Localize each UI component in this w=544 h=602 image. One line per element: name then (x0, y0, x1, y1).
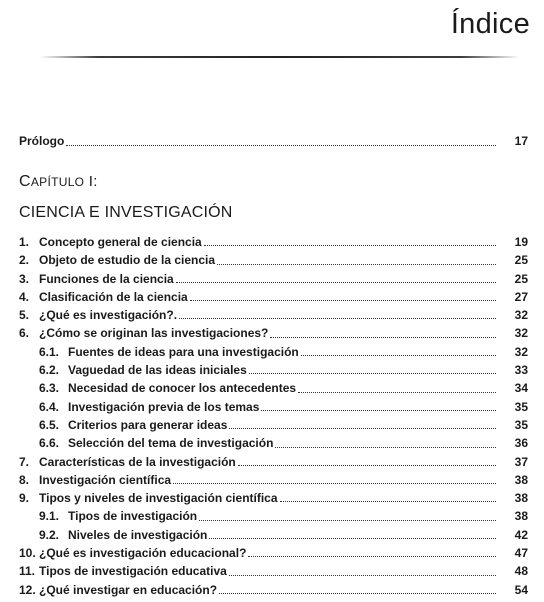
toc-entry-number: 9.2. (39, 527, 60, 542)
leader-dots (249, 372, 496, 374)
toc-entry[interactable] (19, 251, 528, 269)
leader-dots (217, 263, 496, 265)
leader-dots (248, 555, 496, 557)
leader-dots (190, 299, 496, 301)
leader-dots (270, 336, 496, 338)
toc-subentry[interactable] (19, 343, 528, 361)
toc-entry-number: 6.5. (39, 417, 60, 432)
toc-entry-page: 17 (514, 134, 528, 148)
leader-dots (229, 427, 496, 429)
toc-subentry[interactable] (19, 507, 528, 525)
toc-entry-label: Selección del tema de investigación (68, 436, 274, 451)
leader-dots (219, 592, 496, 594)
toc-entry[interactable] (19, 489, 528, 507)
toc-entry-label: Características de la investigación (39, 454, 236, 469)
toc-subentry[interactable] (19, 526, 528, 544)
leader-dots (229, 574, 496, 576)
leader-dots (275, 446, 496, 448)
leader-dots (209, 537, 496, 539)
title-divider (40, 56, 519, 58)
table-of-contents (19, 233, 528, 599)
toc-entry-page: 37 (514, 454, 528, 469)
toc-entry-number: 6.4. (39, 399, 60, 414)
toc-entry-page: 32 (514, 326, 528, 341)
toc-entry-number: 10. (19, 546, 36, 561)
toc-entry-label: Fuentes de ideas para una investigación (68, 344, 299, 359)
toc-entry-number: 2. (19, 253, 30, 268)
toc-entry-page: 34 (514, 381, 528, 396)
toc-entry-page: 33 (514, 363, 528, 378)
toc-entry-label: Tipos de investigación (68, 509, 198, 524)
chapter-title: CIENCIA E INVESTIGACIÓN (19, 204, 233, 221)
toc-entry-page: 42 (514, 527, 528, 542)
toc-entry-page: 38 (514, 509, 528, 524)
toc-entry-label: Investigación científica (39, 472, 172, 487)
leader-dots (238, 464, 496, 466)
toc-entry[interactable] (19, 581, 528, 599)
toc-entry-label: Funciones de la ciencia (39, 271, 174, 286)
toc-entry-page: 32 (514, 308, 528, 323)
toc-entry-page: 38 (514, 472, 528, 487)
toc-entry-number: 8. (19, 472, 30, 487)
toc-entry[interactable] (19, 544, 528, 562)
toc-entry-label: ¿Cómo se originan las investigaciones? (39, 326, 269, 341)
toc-entry-label: Prólogo (19, 134, 65, 148)
toc-entry-number: 11. (19, 564, 36, 579)
chapter-label (19, 173, 98, 191)
leader-dots (199, 519, 496, 521)
toc-entry[interactable] (19, 306, 528, 324)
toc-entry-page: 27 (514, 289, 528, 304)
toc-entry-number: 7. (19, 454, 30, 469)
toc-entry-prologo[interactable] (19, 134, 528, 151)
toc-entry-page: 35 (514, 417, 528, 432)
toc-entry-page: 25 (514, 271, 528, 286)
toc-entry[interactable] (19, 562, 528, 580)
toc-entry-number: 6.3. (39, 381, 60, 396)
toc-entry-page: 48 (514, 564, 528, 579)
toc-entry-label: Investigación previa de los temas (68, 399, 260, 414)
toc-entry-label: Vaguedad de las ideas iniciales (68, 363, 247, 378)
chapter-label-number: I: (84, 173, 98, 190)
toc-entry[interactable] (19, 288, 528, 306)
toc-entry-label: ¿Qué investigar en educación? (39, 582, 218, 597)
leader-dots (179, 317, 496, 319)
leader-dots (301, 354, 496, 356)
toc-entry-label: Clasificación de la ciencia (39, 289, 188, 304)
toc-entry-page: 35 (514, 399, 528, 414)
leader-dots (66, 144, 496, 146)
toc-entry-label: ¿Qué es investigación educacional? (39, 546, 247, 561)
toc-entry-label: Tipos de investigación educativa (39, 564, 227, 579)
toc-entry-page: 47 (514, 546, 528, 561)
toc-entry-page: 36 (514, 436, 528, 451)
toc-entry-label: Objeto de estudio de la ciencia (39, 253, 216, 268)
page-title: Índice (450, 8, 530, 40)
toc-subentry[interactable] (19, 361, 528, 379)
toc-entry-number: 9.1. (39, 509, 60, 524)
toc-entry-label: Concepto general de ciencia (39, 235, 202, 249)
toc-entry-page: 54 (514, 582, 528, 597)
toc-entry[interactable] (19, 471, 528, 489)
toc-subentry[interactable] (19, 379, 528, 397)
toc-entry-label: Tipos y niveles de investigación científica (39, 491, 278, 506)
toc-subentry[interactable] (19, 416, 528, 434)
toc-entry-page: 25 (514, 253, 528, 268)
toc-entry-page: 19 (514, 235, 528, 249)
toc-entry-number: 12. (19, 582, 36, 597)
toc-entry-page: 38 (514, 491, 528, 506)
toc-subentry[interactable] (19, 434, 528, 452)
toc-entry-number: 1. (19, 235, 30, 249)
chapter-label-smallcaps: APÍTULO (30, 175, 85, 189)
leader-dots (176, 281, 496, 283)
leader-dots (280, 500, 496, 502)
toc-entry-number: 3. (19, 271, 30, 286)
toc-entry[interactable] (19, 233, 528, 251)
chapter-label-initial: C (19, 173, 31, 190)
toc-entry-number: 6.1. (39, 344, 60, 359)
leader-dots (261, 409, 496, 411)
toc-entry-label: Criterios para generar ideas (68, 417, 228, 432)
leader-dots (204, 244, 496, 246)
leader-dots (173, 482, 496, 484)
leader-dots (298, 391, 496, 393)
toc-entry-page: 32 (514, 344, 528, 359)
toc-entry-number: 9. (19, 491, 30, 506)
toc-entry-number: 6.2. (39, 363, 60, 378)
toc-entry[interactable] (19, 270, 528, 288)
toc-entry[interactable] (19, 453, 528, 471)
toc-entry-number: 5. (19, 308, 30, 323)
toc-entry[interactable] (19, 324, 528, 342)
toc-entry-number: 4. (19, 289, 30, 304)
toc-entry-number: 6. (19, 326, 30, 341)
toc-entry-label: ¿Qué es investigación?. (39, 308, 178, 323)
toc-entry-number: 6.6. (39, 436, 60, 451)
toc-entry-label: Niveles de investigación (68, 527, 208, 542)
toc-subentry[interactable] (19, 398, 528, 416)
toc-entry-label: Necesidad de conocer los antecedentes (68, 381, 297, 396)
